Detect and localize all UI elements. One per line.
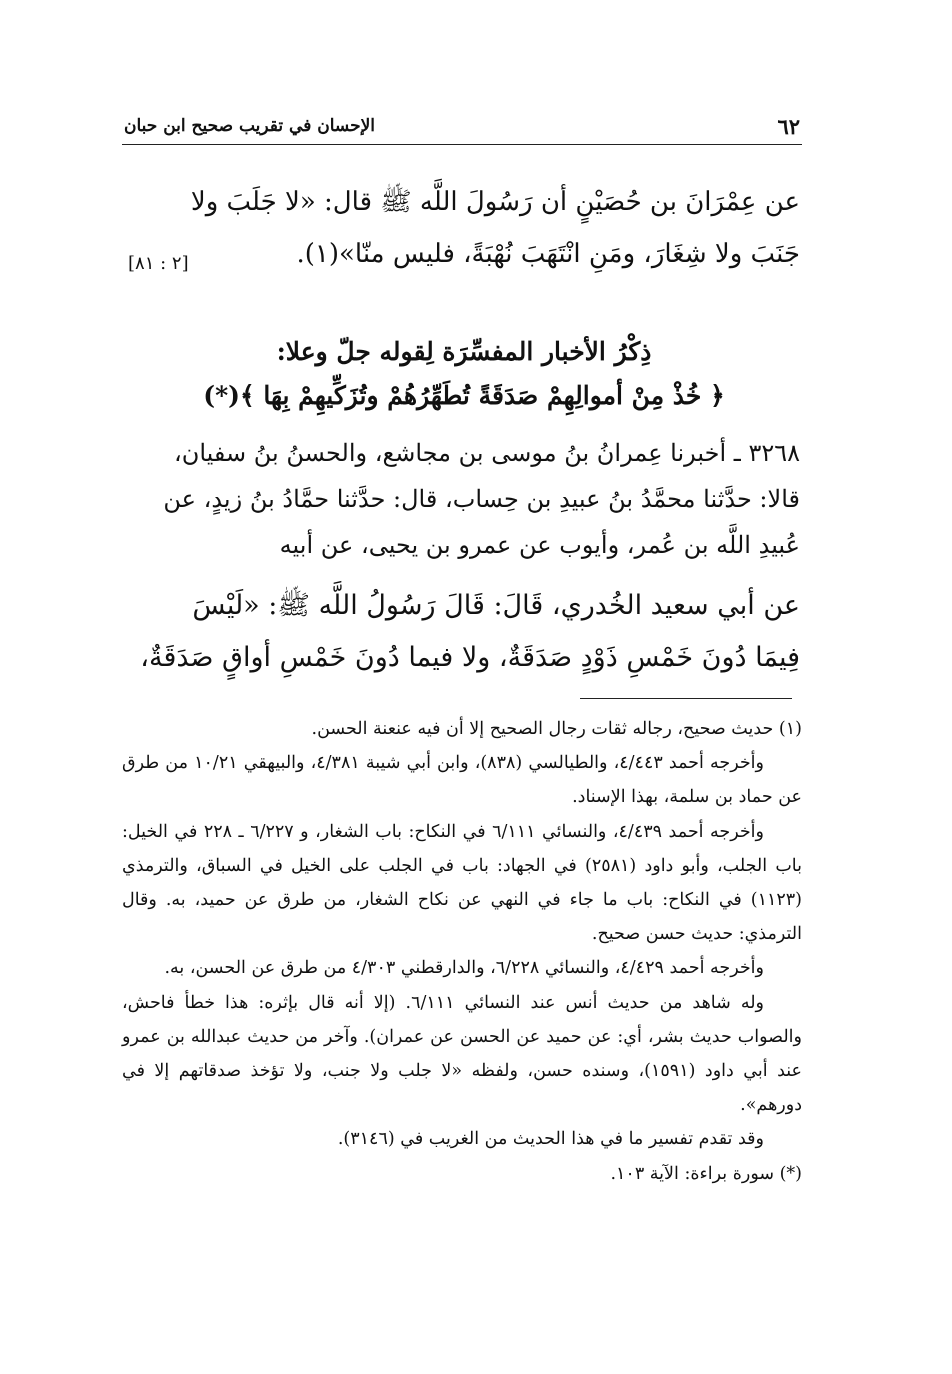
chapter-heading (128, 330, 800, 418)
matn-line: عن أبي سعيد الخُدري، قَالَ: قَالَ رَسُولُ اللَّه ﷺ: «لَيْسَ (192, 590, 800, 621)
quran-verse: ﴿ خُذْ مِنْ أموالِهِمْ صَدَقَةً تُطَهِّرُهُمْ وتُزَكِّيهِمْ بِهَا ﴾(*) (203, 381, 725, 410)
footnote: (*) سورة براءة: الآية ١٠٣. (610, 1163, 802, 1184)
footnote: وقد تقدم تفسير ما في هذا الحديث من الغريب في (٣١٤٦). (337, 1129, 764, 1150)
isnad-line: عُبيدِ اللَّه بن عُمر، وأيوب عن عمرو بن يحيى، عن أبيه (279, 531, 800, 559)
hadith-line: عن عِمْرَانَ بن حُصَيْنٍ أن رَسُولَ اللَّه ﷺ قال: «لا جَلَبَ ولا (190, 187, 800, 217)
isnad-line: ٣٢٦٨ ـ أخبرنا عِمرانُ بنُ موسى بن مجاشع، والحسنُ بنُ سفيان، (173, 439, 800, 467)
footnote: وأخرجه أحمد ٤/٤٢٩، والنسائي ٦/٢٢٨، والدارقطني ٤/٣٠٣ من طرق عن الحسن، به. (164, 958, 764, 979)
footnote: وله شاهد من حديث أنس عند النسائي ٦/١١١. (إلا أنه قال بإثره: هذا خطأ فاحش، والصواب حديث بشر، أي: عن حميد عن الحسن عن عمران). وآخر من حديث عبدالله بن عمرو عند أبي داود (١٥٩١)، وسنده حسن، ولفظه «لا جلب ولا جنب، ولا تؤخذ صدقاتهم إلا في دورهم». (122, 992, 802, 1116)
footnote-separator (580, 698, 792, 699)
footnote: (١) حديث صحيح، رجاله ثقات رجال الصحيح إلا أن فيه عنعنة الحسن. (311, 719, 802, 739)
hadith-matn (128, 580, 800, 684)
running-title: الإحسان في تقريب صحيح ابن حبان (124, 116, 375, 136)
footnote: وأخرجه أحمد ٤/٤٣٩، والنسائي ٦/١١١ في النكاح: باب الشغار، و ٦/٢٢٧ ـ ٢٢٨ في الخيل: باب الجلب، وأبو داود (٢٥٨١) في الجهاد: باب في الجلب على الخيل في السباق، والترمذي (١١٢٣) في النكاح: باب ما جاء في النهي عن نكاح الشغار، من طرق عن حميد، به. وقال الترمذي: حديث حسن صحيح. (122, 821, 802, 945)
page-number: ٦٢ (777, 114, 800, 139)
footnote: وأخرجه أحمد ٤/٤٤٣، والطيالسي (٨٣٨)، وابن أبي شيبة ٤/٣٨١، والبيهقي ١٠/٢١ من طرق عن حماد بن سلمة، بهذا الإسناد. (122, 753, 802, 808)
matn-line: فِيمَا دُونَ خَمْسِ ذَوْدٍ صَدَقَةٌ، ولا فيما دُونَ خَمْسِ أواقٍ صَدَقَةٌ، (140, 642, 800, 673)
hadith-reference: [٢ : ٨١] (128, 253, 189, 274)
chapter-title: ذِكْرُ الأخبار المفسِّرَة لِقوله جلّ وعلا: (276, 337, 652, 366)
isnad-line: قالا: حدَّثنا محمَّدُ بنُ عبيدِ بن حِساب، قال: حدَّثنا حمَّادُ بنُ زيدٍ، عن (163, 485, 800, 513)
running-head (122, 110, 802, 145)
footnotes (122, 712, 802, 1191)
hadith-isnad (128, 430, 800, 568)
hadith-line: جَنَبَ ولا شِغَارَ، ومَنِ انْتَهَبَ نُهْبَةً، فليس منّا»(١). (296, 239, 800, 269)
previous-hadith-text (128, 176, 800, 280)
